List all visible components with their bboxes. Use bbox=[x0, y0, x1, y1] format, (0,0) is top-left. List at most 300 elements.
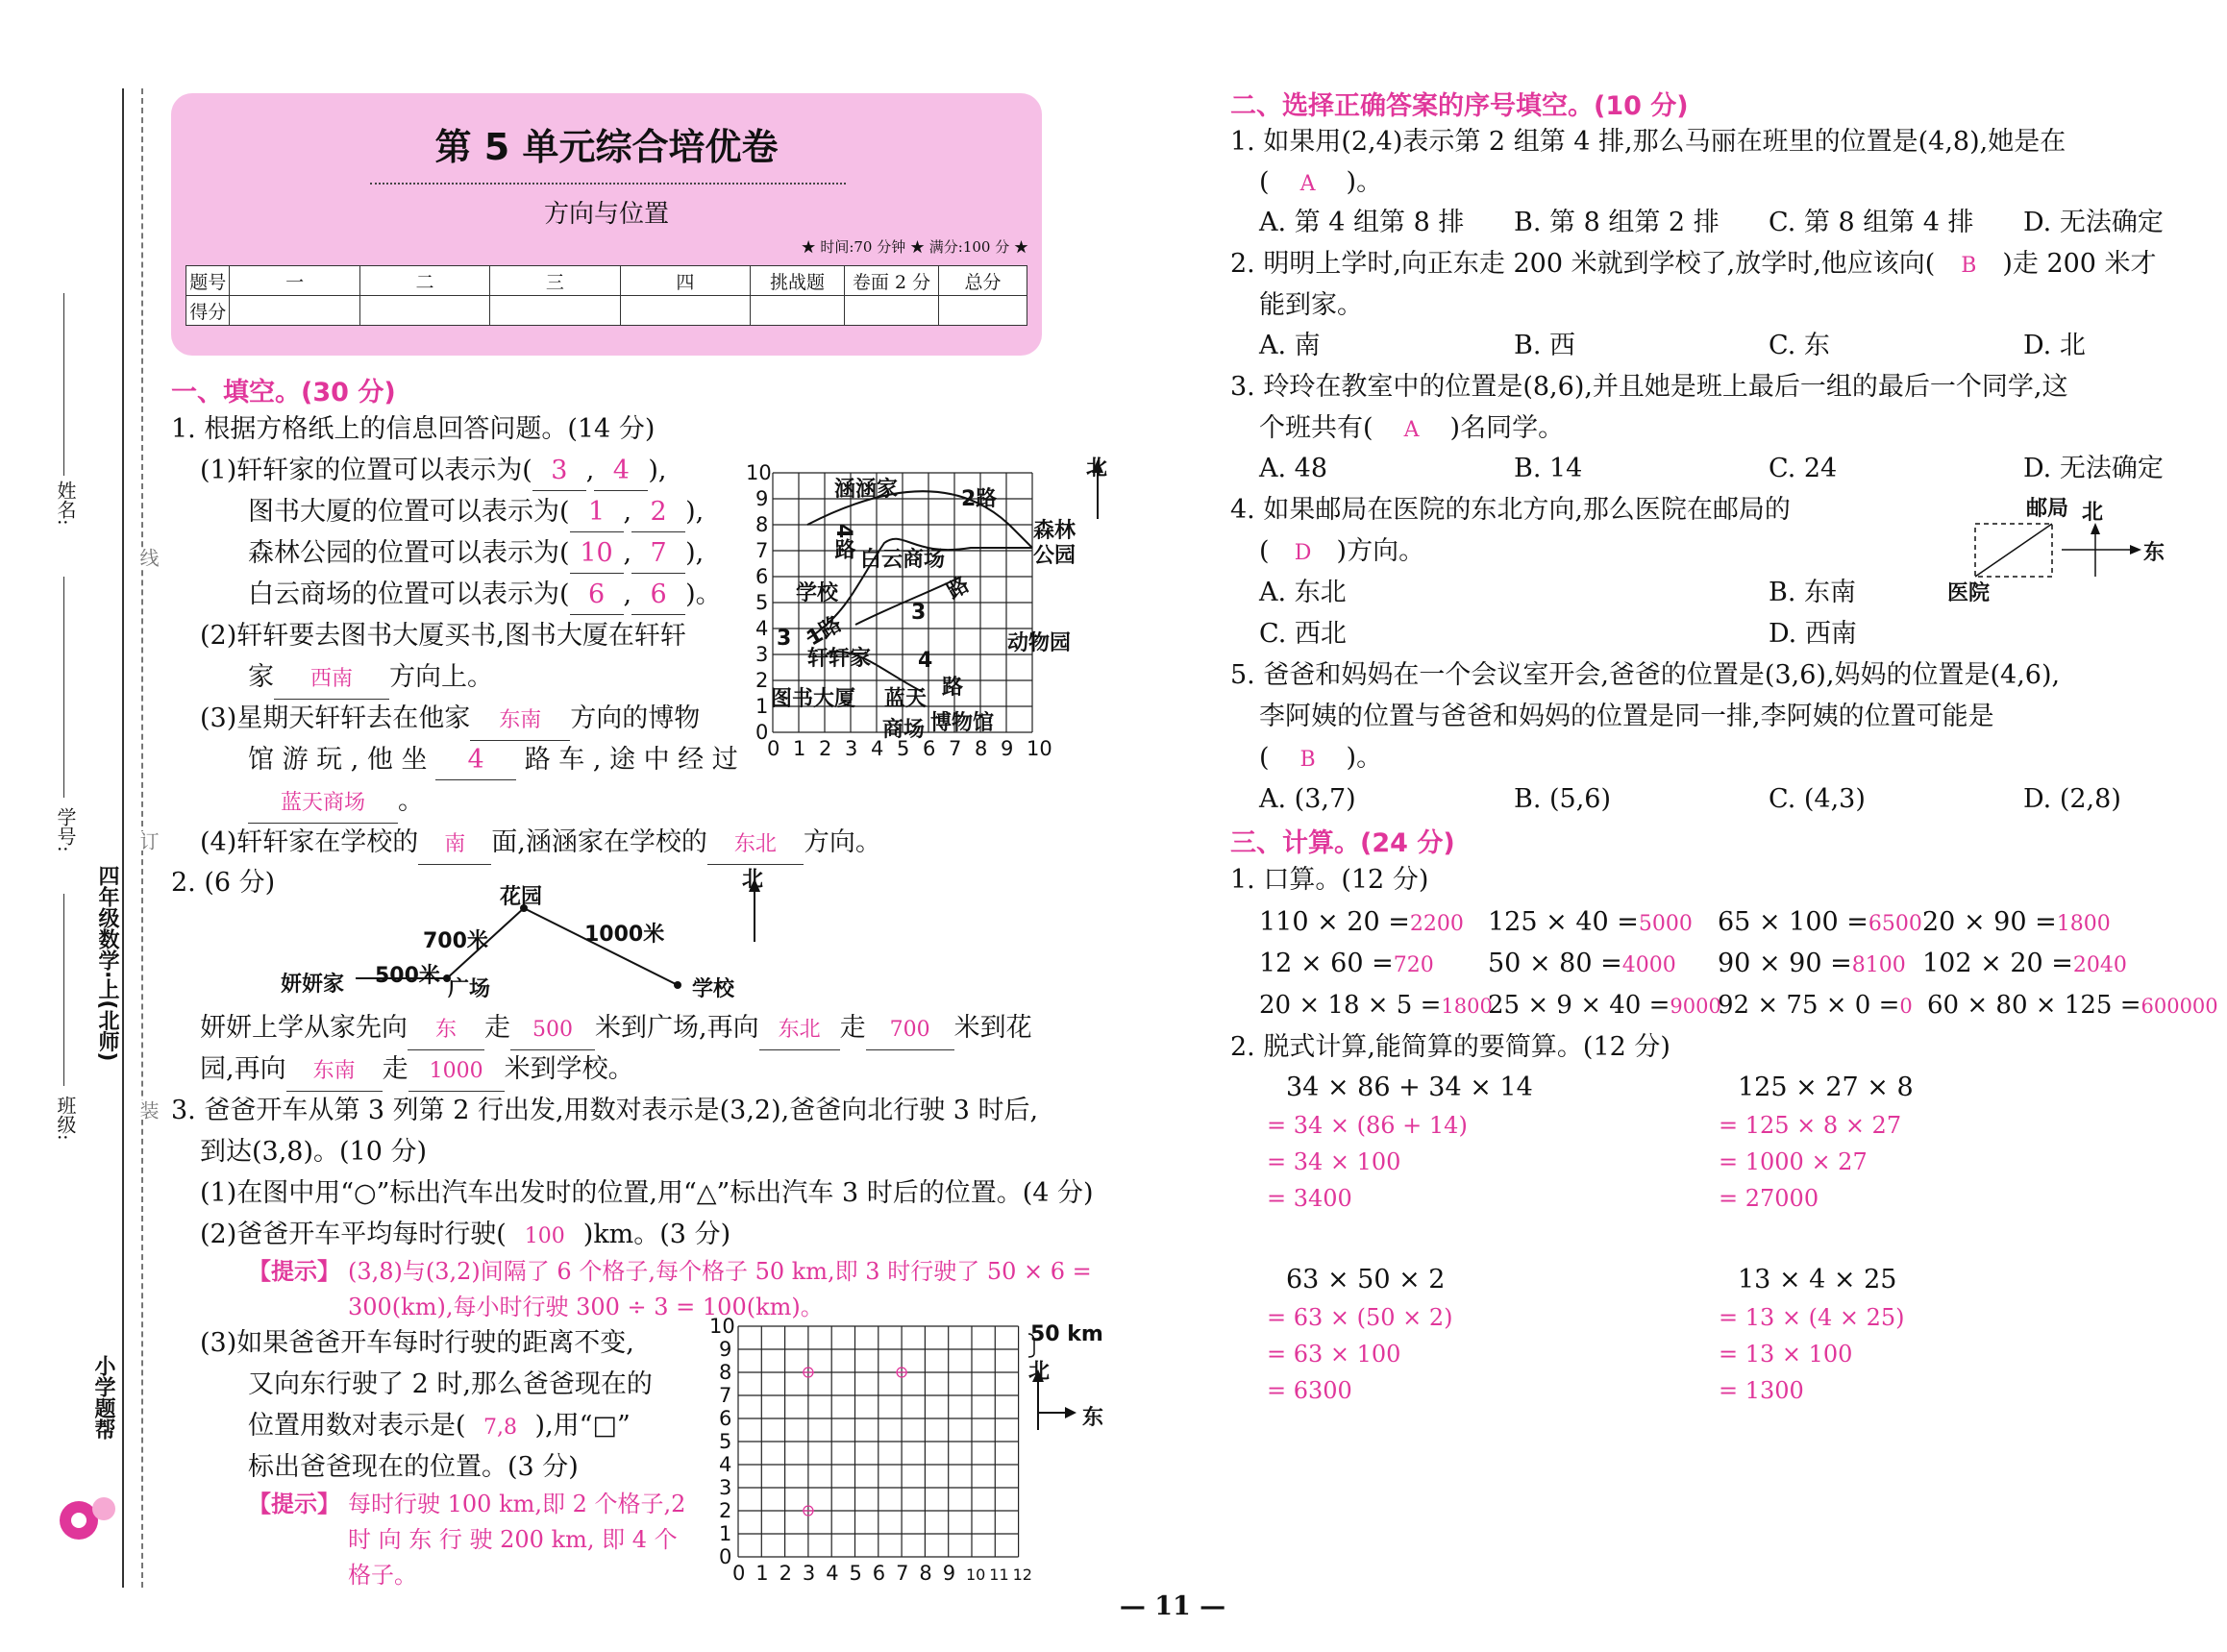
answer-value[interactable]: 100 bbox=[524, 1224, 565, 1248]
answer-blank[interactable]: 4 bbox=[594, 452, 648, 491]
s3-q2: 2. 脱式计算,能简算的要简算。(12 分) bbox=[1230, 1032, 1670, 1062]
x-tick: 0 bbox=[732, 1562, 746, 1585]
score-head-6: 卷面 2 分 bbox=[845, 266, 939, 296]
route-1000: 1000米 bbox=[584, 923, 665, 947]
text: )走 200 米才 bbox=[2002, 249, 2157, 279]
hint1-label: 【提示】 bbox=[248, 1257, 340, 1285]
oral-r1c1 bbox=[1488, 945, 1676, 985]
answer-blank[interactable]: 蓝天商场 bbox=[248, 784, 398, 824]
s1-q1-p1c bbox=[248, 534, 704, 574]
answer-blank[interactable]: 500 bbox=[510, 1011, 595, 1050]
binding-class: 班级: bbox=[54, 1096, 77, 1141]
oral-q: 20 × 18 × 5 = bbox=[1259, 991, 1442, 1020]
oral-r0c1 bbox=[1488, 903, 1693, 944]
hint2-line3: 格子。 bbox=[348, 1562, 417, 1589]
text: )。 bbox=[685, 579, 722, 609]
map-library: 图书大厦 bbox=[771, 687, 856, 711]
answer-blank[interactable]: 3 bbox=[532, 452, 586, 491]
answer-blank[interactable]: 7 bbox=[631, 534, 685, 574]
route-school: 学校 bbox=[692, 977, 735, 1001]
score-row-label: 得分 bbox=[186, 296, 230, 326]
binding-seal-zhuang: 装 bbox=[135, 1100, 162, 1120]
text: (2)爸爸开车平均每时行驶( bbox=[200, 1220, 507, 1249]
text: ( bbox=[1259, 167, 1270, 197]
map-road4: 4路 bbox=[831, 524, 855, 560]
answer-blank[interactable]: 6 bbox=[570, 576, 624, 615]
oral-ans[interactable]: 2200 bbox=[1409, 912, 1464, 936]
class-line bbox=[63, 894, 64, 1086]
section2-title: 二、选择正确答案的序号填空。(10 分) bbox=[1230, 91, 1689, 121]
calc-question: 125 × 27 × 8 bbox=[1738, 1073, 1914, 1102]
calc-step[interactable]: = 13 × 100 bbox=[1719, 1341, 1853, 1368]
page-title: 第 5 单元综合培优卷 bbox=[434, 126, 779, 168]
post-hospital-figure bbox=[1970, 509, 2172, 596]
text: 个班共有( bbox=[1259, 413, 1373, 443]
text: , bbox=[623, 497, 632, 527]
s2-q1-opt-d[interactable]: D. 无法确定 bbox=[2023, 208, 2164, 237]
score-cell[interactable] bbox=[230, 296, 359, 326]
x-tick: 0 bbox=[767, 737, 780, 760]
oral-ans[interactable]: 6500 bbox=[1868, 912, 1922, 936]
answer-blank[interactable]: 10 bbox=[570, 534, 624, 574]
page-number: — 11 — bbox=[1119, 1591, 1226, 1621]
calc-step[interactable]: = 34 × 100 bbox=[1267, 1148, 1401, 1175]
y-tick: 8 bbox=[719, 1361, 732, 1384]
x-tick: 12 bbox=[1012, 1566, 1032, 1584]
x-tick: 10 bbox=[1027, 737, 1052, 760]
score-head-7: 总分 bbox=[939, 266, 1027, 296]
s1-q3-p3e: 标出爸爸现在的位置。(3 分) bbox=[248, 1452, 579, 1482]
answer-blank[interactable]: 东北 bbox=[759, 1011, 840, 1050]
answer-blank[interactable]: 1000 bbox=[408, 1052, 505, 1092]
car-east: 东 bbox=[1082, 1406, 1104, 1430]
route-500: 500米 bbox=[375, 964, 440, 988]
section1-title: 一、填空。(30 分) bbox=[171, 378, 396, 407]
s2-q5-opt-c[interactable]: C. (4,3) bbox=[1769, 784, 1866, 814]
x-tick: 7 bbox=[949, 737, 962, 760]
oral-ans[interactable]: 1800 bbox=[1441, 995, 1493, 1018]
text: ( bbox=[1259, 743, 1270, 773]
map-school: 学校 bbox=[796, 581, 839, 605]
calc-question: 13 × 4 × 25 bbox=[1738, 1265, 1897, 1294]
s1-q2-line2 bbox=[200, 1050, 634, 1092]
score-head-1: 一 bbox=[230, 266, 359, 296]
text: )km。(3 分) bbox=[582, 1220, 731, 1249]
map-road3-vert: 3 bbox=[911, 601, 927, 625]
text: , bbox=[623, 579, 632, 609]
x-tick: 6 bbox=[923, 737, 936, 760]
name-line bbox=[63, 293, 64, 476]
score-head-4: 四 bbox=[620, 266, 750, 296]
hint2-line2: 时 向 东 行 驶 200 km, 即 4 个 bbox=[348, 1526, 678, 1553]
text: 米到广场,再向 bbox=[595, 1013, 759, 1043]
oral-r1c2 bbox=[1718, 945, 1906, 985]
oral-ans[interactable]: 5000 bbox=[1638, 912, 1693, 936]
x-tick: 2 bbox=[819, 737, 832, 760]
x-tick: 8 bbox=[919, 1562, 932, 1585]
s2-q5-opt-d[interactable]: D. (2,8) bbox=[2023, 784, 2121, 814]
map-lantian: 蓝天 bbox=[884, 687, 928, 711]
text: ),用“□” bbox=[534, 1411, 631, 1441]
s2-q4-opt-a[interactable]: A. 东北 bbox=[1259, 578, 1347, 607]
map-r-1: 3 bbox=[777, 627, 792, 651]
s2-q4-opt-c[interactable]: C. 西北 bbox=[1259, 619, 1347, 649]
oral-ans[interactable]: 600000 bbox=[2140, 995, 2218, 1018]
text: 走 bbox=[382, 1054, 408, 1084]
binding-seal-ding: 订 bbox=[135, 831, 162, 851]
answer-value[interactable]: 7,8 bbox=[483, 1416, 518, 1440]
answer-blank[interactable]: 700 bbox=[866, 1011, 954, 1050]
answer-blank[interactable]: 东南 bbox=[470, 702, 570, 741]
answer-blank[interactable]: 2 bbox=[631, 493, 685, 532]
y-tick: 5 bbox=[719, 1430, 732, 1453]
oral-r2c1 bbox=[1488, 986, 1721, 1025]
s2-q4a: 4. 如果邮局在医院的东北方向,那么医院在邮局的 bbox=[1230, 495, 1791, 525]
text: (1)轩轩家的位置可以表示为( bbox=[200, 456, 532, 485]
s2-q3b bbox=[1259, 409, 1564, 450]
s2-q3-opt-a[interactable]: A. 48 bbox=[1259, 454, 1328, 483]
y-tick: 3 bbox=[719, 1476, 732, 1499]
calc-0 bbox=[1267, 1069, 1533, 1217]
s1-q3-p2 bbox=[200, 1216, 730, 1256]
y-tick: 6 bbox=[755, 565, 769, 588]
s1-q1-p3c bbox=[248, 741, 738, 780]
x-tick: 6 bbox=[872, 1562, 886, 1585]
oral-ans[interactable]: 720 bbox=[1393, 953, 1434, 977]
map-baiyun: 白云商场 bbox=[860, 548, 946, 572]
s2-q4-opt-d[interactable]: D. 西南 bbox=[1769, 619, 1857, 649]
map-mall: 商场 bbox=[882, 718, 926, 742]
map-road2: 2路 bbox=[961, 487, 998, 511]
answer-blank[interactable]: 4 bbox=[435, 741, 516, 780]
x-tick: 7 bbox=[896, 1562, 909, 1585]
oral-q: 50 × 80 = bbox=[1488, 949, 1622, 978]
text: , bbox=[585, 456, 595, 485]
oral-r2c3 bbox=[1927, 986, 2218, 1025]
text: 家 bbox=[248, 662, 274, 692]
y-tick: 9 bbox=[719, 1338, 732, 1361]
text: 方向的博物 bbox=[570, 703, 701, 733]
text: 走 bbox=[484, 1013, 510, 1043]
x-tick: 5 bbox=[849, 1562, 862, 1585]
s2-q3a: 3. 玲玲在教室中的位置是(8,6),并且她是班上最后一组的最后一个同学,这 bbox=[1230, 372, 2068, 402]
oral-ans[interactable]: 0 bbox=[1899, 995, 1913, 1018]
s1-q1-stem: 1. 根据方格纸上的信息回答问题。(14 分) bbox=[171, 414, 656, 444]
score-cell[interactable] bbox=[620, 296, 750, 326]
calc-3 bbox=[1719, 1261, 1905, 1409]
y-tick: 7 bbox=[719, 1384, 732, 1407]
oral-r0c0 bbox=[1259, 903, 1464, 944]
text: ), bbox=[685, 497, 705, 527]
exam-meta: ★ 时间:70 分钟 ★ 满分:100 分 ★ bbox=[801, 238, 1028, 256]
s2-q4b bbox=[1259, 532, 1424, 573]
calc-step[interactable]: = 13 × (4 × 25) bbox=[1719, 1304, 1905, 1331]
oral-ans[interactable]: 8100 bbox=[1851, 953, 1906, 977]
east-arrowhead bbox=[1065, 1407, 1076, 1418]
y-tick: 6 bbox=[719, 1407, 732, 1430]
number-line bbox=[63, 577, 64, 798]
x-tick: 3 bbox=[845, 737, 858, 760]
answer-blank[interactable]: 东北 bbox=[707, 826, 804, 865]
y-tick: 7 bbox=[755, 539, 769, 562]
answer-blank[interactable]: 东南 bbox=[286, 1052, 383, 1092]
score-cell[interactable] bbox=[751, 296, 845, 326]
s2-q3-opt-c[interactable]: C. 24 bbox=[1769, 454, 1838, 483]
text: 位置用数对表示是( bbox=[248, 1411, 466, 1441]
x-tick: 11 bbox=[989, 1566, 1009, 1584]
answer-value[interactable]: A bbox=[1403, 418, 1420, 442]
x-tick: 10 bbox=[966, 1566, 986, 1584]
binding-number: 学号: bbox=[54, 807, 77, 852]
calc-step[interactable]: = 1300 bbox=[1719, 1377, 1804, 1404]
answer-value[interactable]: D bbox=[1294, 541, 1312, 565]
oral-ans[interactable]: 4000 bbox=[1621, 953, 1676, 977]
text: 面,涵涵家在学校的 bbox=[491, 827, 707, 857]
oral-q: 90 × 90 = bbox=[1718, 949, 1852, 978]
map-r4: 4 bbox=[918, 649, 933, 673]
text: 2. 明明上学时,向正东走 200 米就到学校了,放学时,他应该向( bbox=[1230, 249, 1936, 279]
answer-value[interactable]: A bbox=[1299, 172, 1316, 196]
x-tick: 4 bbox=[871, 737, 884, 760]
map-road3-lu: 路 bbox=[943, 572, 974, 604]
route-yanyan: 妍妍家 bbox=[281, 973, 345, 997]
x-tick: 8 bbox=[975, 737, 988, 760]
s1-q1-p3e bbox=[248, 782, 424, 824]
s1-q3-p3a: (3)如果爸爸开车每时行驶的距离不变, bbox=[200, 1328, 634, 1358]
oral-q: 102 × 20 = bbox=[1922, 949, 2073, 978]
route-north: 北 bbox=[742, 868, 764, 892]
map-hanhan: 涵涵家 bbox=[834, 478, 899, 502]
map-road1: 1路 bbox=[803, 612, 847, 652]
calc-step[interactable]: = 63 × (50 × 2) bbox=[1267, 1304, 1453, 1331]
calc-step[interactable]: = 63 × 100 bbox=[1267, 1341, 1401, 1368]
y-tick: 8 bbox=[755, 513, 769, 536]
y-tick: 5 bbox=[755, 591, 769, 614]
text: 方向上。 bbox=[389, 662, 493, 692]
y-tick: 10 bbox=[709, 1317, 735, 1338]
s1-q3-p1: (1)在图中用“○”标出汽车出发时的位置,用“△”标出汽车 3 时后的位置。(4 分) bbox=[200, 1178, 1094, 1208]
map-north: 北 bbox=[1086, 456, 1108, 481]
s1-q2-stem: 2. (6 分) bbox=[171, 868, 276, 898]
s2-q2-opt-d[interactable]: D. 北 bbox=[2023, 331, 2086, 360]
score-cell[interactable] bbox=[490, 296, 620, 326]
s2-q2c: 能到家。 bbox=[1259, 290, 1363, 320]
oral-q: 60 × 80 × 125 = bbox=[1927, 991, 2141, 1020]
answer-blank[interactable]: 东 bbox=[408, 1011, 484, 1050]
text: )。 bbox=[1346, 167, 1383, 197]
route-garden: 花园 bbox=[500, 885, 543, 909]
text: 图书大厦的位置可以表示为( bbox=[248, 497, 570, 527]
calc-step[interactable]: = 125 × 8 × 27 bbox=[1719, 1112, 1902, 1139]
hint2-line1: 每时行驶 100 km,即 2 个格子,2 bbox=[348, 1491, 686, 1517]
x-tick: 1 bbox=[755, 1562, 769, 1585]
oral-r2c2 bbox=[1718, 986, 1913, 1025]
x-tick: 9 bbox=[1001, 737, 1014, 760]
oral-r1c0 bbox=[1259, 945, 1434, 985]
s1-q3-stem2: 到达(3,8)。(10 分) bbox=[200, 1137, 428, 1167]
car-scale: 50 km bbox=[1030, 1322, 1103, 1346]
text: 方向。 bbox=[803, 827, 881, 857]
car-north: 北 bbox=[1028, 1360, 1051, 1384]
s1-q1-p1b bbox=[248, 493, 704, 532]
map-xuanxuan: 轩轩家 bbox=[807, 647, 872, 671]
text: 米到花 bbox=[953, 1013, 1032, 1043]
text: 森林公园的位置可以表示为( bbox=[248, 538, 570, 568]
text: , bbox=[623, 538, 632, 568]
score-head-2: 二 bbox=[359, 266, 489, 296]
oral-q: 110 × 20 = bbox=[1259, 907, 1410, 937]
y-tick: 10 bbox=[746, 461, 772, 484]
subtitle: 方向与位置 bbox=[543, 200, 669, 229]
binding-name: 姓名: bbox=[54, 481, 77, 526]
hint1-line1: (3,8)与(3,2)间隔了 6 个格子,每个格子 50 km,即 3 时行驶了 50 × 6 = bbox=[348, 1258, 1092, 1285]
s2-q1-opt-a[interactable]: A. 第 4 组第 8 排 bbox=[1259, 208, 1465, 237]
s2-q5-opt-a[interactable]: A. (3,7) bbox=[1259, 784, 1356, 814]
oral-ans[interactable]: 2040 bbox=[2072, 953, 2127, 977]
hint2-label: 【提示】 bbox=[248, 1490, 340, 1517]
s2-q2-opt-a[interactable]: A. 南 bbox=[1259, 331, 1321, 360]
calc-step[interactable]: = 3400 bbox=[1267, 1185, 1352, 1212]
s1-q3-p3c bbox=[248, 1407, 631, 1447]
s2-q1-opt-b[interactable]: B. 第 8 组第 2 排 bbox=[1514, 208, 1720, 237]
x-tick: 2 bbox=[779, 1562, 792, 1585]
binding-seal-line: 线 bbox=[135, 548, 162, 567]
text: 馆 游 玩 , 他 坐 bbox=[248, 745, 428, 775]
x-tick: 4 bbox=[826, 1562, 839, 1585]
s2-q2-opt-c[interactable]: C. 东 bbox=[1769, 331, 1830, 360]
fig-hospital: 医院 bbox=[1947, 581, 1991, 605]
answer-blank[interactable]: 6 bbox=[631, 576, 685, 615]
s2-q2a bbox=[1230, 245, 2157, 285]
oral-q: 125 × 40 = bbox=[1488, 907, 1639, 937]
y-tick: 3 bbox=[755, 643, 769, 666]
oral-q: 25 × 9 × 40 = bbox=[1488, 991, 1670, 1020]
score-cell[interactable] bbox=[359, 296, 489, 326]
text: 园,再向 bbox=[200, 1054, 286, 1084]
oral-r1c3 bbox=[1922, 945, 2127, 985]
oral-q: 12 × 60 = bbox=[1259, 949, 1394, 978]
binding-series: 四年级数学·上(北师) bbox=[95, 865, 119, 1062]
calc-step[interactable]: = 6300 bbox=[1267, 1377, 1352, 1404]
oral-q: 65 × 100 = bbox=[1718, 907, 1868, 937]
title-divider bbox=[370, 183, 846, 185]
map-zoo: 动物园 bbox=[1007, 631, 1072, 655]
s2-q3-opt-d[interactable]: D. 无法确定 bbox=[2023, 454, 2164, 483]
text: )方向。 bbox=[1336, 536, 1425, 566]
s2-q1b bbox=[1259, 163, 1382, 204]
oral-r0c3 bbox=[1922, 903, 2111, 944]
s2-q3-opt-b[interactable]: B. 14 bbox=[1514, 454, 1583, 483]
route-700: 700米 bbox=[423, 929, 488, 953]
s2-q5-opt-b[interactable]: B. (5,6) bbox=[1514, 784, 1612, 814]
y-tick: 0 bbox=[719, 1545, 732, 1568]
s2-q1-opt-c[interactable]: C. 第 8 组第 4 排 bbox=[1769, 208, 1974, 237]
s2-q1a: 1. 如果用(2,4)表示第 2 组第 4 排,那么马丽在班里的位置是(4,8),她是在 bbox=[1230, 127, 2066, 157]
calc-step[interactable]: = 1000 × 27 bbox=[1719, 1148, 1868, 1175]
calc-step[interactable]: = 34 × (86 + 14) bbox=[1267, 1112, 1468, 1139]
calc-1 bbox=[1719, 1069, 1914, 1217]
text: 。 bbox=[398, 786, 424, 816]
map-r-lu: 路 bbox=[942, 676, 964, 700]
y-tick: 2 bbox=[719, 1499, 732, 1522]
oral-r0c2 bbox=[1718, 903, 1922, 944]
text: 妍妍上学从家先向 bbox=[200, 1013, 408, 1043]
calc-step[interactable]: = 27000 bbox=[1719, 1185, 1819, 1212]
y-tick: 2 bbox=[755, 669, 769, 692]
s1-q1-p4 bbox=[200, 824, 881, 865]
map-museum: 博物馆 bbox=[930, 711, 995, 735]
score-head-5: 挑战题 bbox=[751, 266, 845, 296]
s2-q5b: 李阿姨的位置与爸爸和妈妈的位置是同一排,李阿姨的位置可能是 bbox=[1259, 702, 1994, 731]
fig-east: 东 bbox=[2143, 541, 2165, 565]
answer-blank[interactable]: 南 bbox=[418, 826, 491, 865]
s2-q2-opt-b[interactable]: B. 西 bbox=[1514, 331, 1576, 360]
fig-post: 邮局 bbox=[2026, 497, 2069, 521]
s1-q2-line1 bbox=[200, 1009, 1032, 1050]
y-tick: 1 bbox=[755, 695, 769, 718]
oral-q: 20 × 90 = bbox=[1922, 907, 2057, 937]
s2-q5c bbox=[1259, 739, 1382, 779]
text: ), bbox=[685, 538, 705, 568]
s1-q1-p1d bbox=[248, 576, 722, 615]
x-tick: 1 bbox=[793, 737, 806, 760]
answer-value[interactable]: B bbox=[1961, 254, 1977, 278]
route-square: 广场 bbox=[448, 977, 491, 1001]
text: (4)轩轩家在学校的 bbox=[200, 827, 419, 857]
oral-ans[interactable]: 9000 bbox=[1670, 995, 1721, 1018]
s1-q1-p3a bbox=[200, 700, 700, 741]
car-grid bbox=[702, 1317, 1125, 1595]
y-tick: 4 bbox=[755, 617, 769, 640]
oral-r2c0 bbox=[1259, 986, 1493, 1025]
answer-value[interactable]: B bbox=[1299, 748, 1316, 772]
s1-q3-stem1: 3. 爸爸开车从第 3 列第 2 行出发,用数对表示是(3,2),爸爸向北行驶 3 时后, bbox=[171, 1096, 1039, 1125]
oral-q: 92 × 75 × 0 = bbox=[1718, 991, 1900, 1020]
calc-question: 63 × 50 × 2 bbox=[1286, 1265, 1446, 1294]
text: 走 bbox=[839, 1013, 866, 1043]
hint1-line2: 300(km),每小时行驶 300 ÷ 3 = 100(km)。 bbox=[348, 1294, 824, 1320]
x-tick: 5 bbox=[897, 737, 910, 760]
score-cell[interactable] bbox=[939, 296, 1027, 326]
s2-q5a: 5. 爸爸和妈妈在一个会议室开会,爸爸的位置是(3,6),妈妈的位置是(4,6), bbox=[1230, 660, 2061, 690]
x-tick: 9 bbox=[942, 1562, 956, 1585]
score-head-0: 题号 bbox=[186, 266, 230, 296]
text: 米到学校。 bbox=[504, 1054, 634, 1084]
score-cell[interactable] bbox=[845, 296, 939, 326]
calc-question: 34 × 86 + 34 × 14 bbox=[1286, 1073, 1533, 1102]
calc-2 bbox=[1267, 1261, 1453, 1409]
text: ), bbox=[648, 456, 667, 485]
text: 白云商场的位置可以表示为( bbox=[248, 579, 570, 609]
brand-logo-icon bbox=[56, 1490, 123, 1547]
x-tick: 3 bbox=[802, 1562, 816, 1585]
answer-blank[interactable]: 西南 bbox=[274, 660, 389, 700]
s2-q4-opt-b[interactable]: B. 东南 bbox=[1769, 578, 1857, 607]
text: )名同学。 bbox=[1449, 413, 1565, 443]
fig-north: 北 bbox=[2082, 501, 2104, 525]
s1-q3-p3b: 又向东行驶了 2 时,那么爸爸现在的 bbox=[248, 1369, 653, 1399]
answer-blank[interactable]: 1 bbox=[570, 493, 624, 532]
text: )。 bbox=[1346, 743, 1383, 773]
score-table bbox=[186, 265, 1027, 326]
oral-ans[interactable]: 1800 bbox=[2056, 912, 2111, 936]
y-tick: 4 bbox=[719, 1453, 732, 1476]
y-tick: 0 bbox=[755, 721, 769, 744]
score-head-3: 三 bbox=[490, 266, 620, 296]
s1-q1-p1a bbox=[200, 452, 667, 491]
s1-q1-p2a: (2)轩轩要去图书大厦买书,图书大厦在轩轩 bbox=[200, 621, 686, 651]
map-forest: 森林公园 bbox=[1033, 519, 1076, 568]
